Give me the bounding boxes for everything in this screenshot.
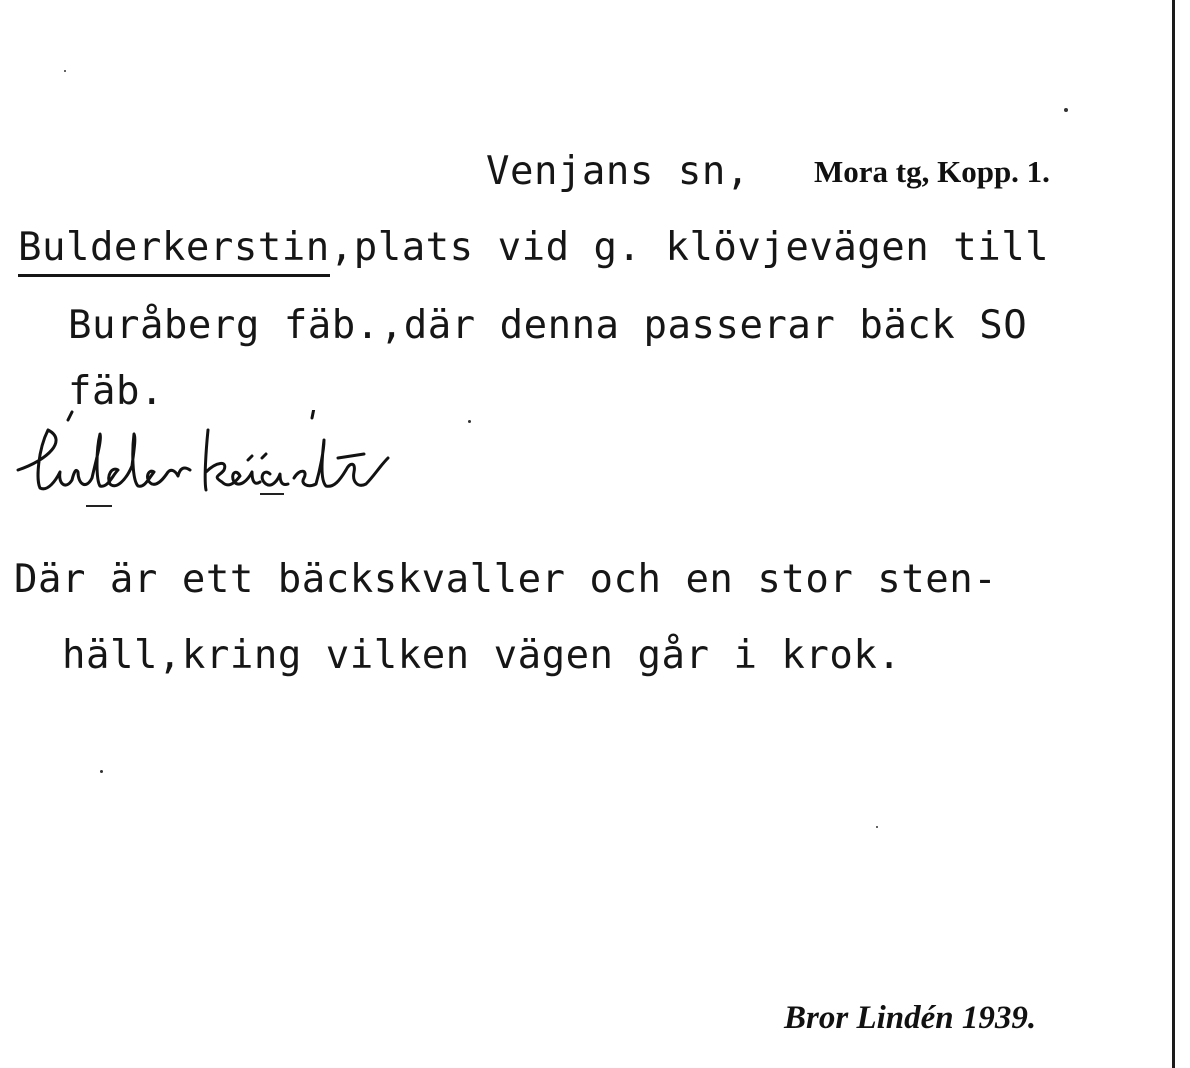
note-line-2: häll,kring vilken vägen går i krok. (62, 633, 902, 678)
paper-speck (100, 770, 103, 773)
entry-line-1 (18, 225, 1050, 270)
paper-speck (468, 420, 471, 423)
headword: Bulderkerstin (18, 225, 330, 277)
signature: Bror Lindén 1939. (784, 1000, 1037, 1036)
note-line-1: Där är ett bäckskvaller och en stor sten- (14, 557, 998, 602)
entry-line-2: Buråberg fäb.,där denna passerar bäck SO (68, 303, 1028, 348)
parish-label: Venjans sn, (486, 149, 750, 194)
paper-speck (64, 70, 66, 72)
paper-speck (1064, 108, 1068, 112)
card-edge-line (1172, 0, 1175, 1068)
handwritten-pronunciation (8, 410, 448, 520)
paper-speck (876, 826, 878, 828)
entry-line-1-rest: ,plats vid g. klövjevägen till (329, 225, 1050, 270)
entry-line-3: fäb. (68, 369, 164, 414)
district-stamp: Mora tg, Kopp. 1. (814, 154, 1050, 189)
